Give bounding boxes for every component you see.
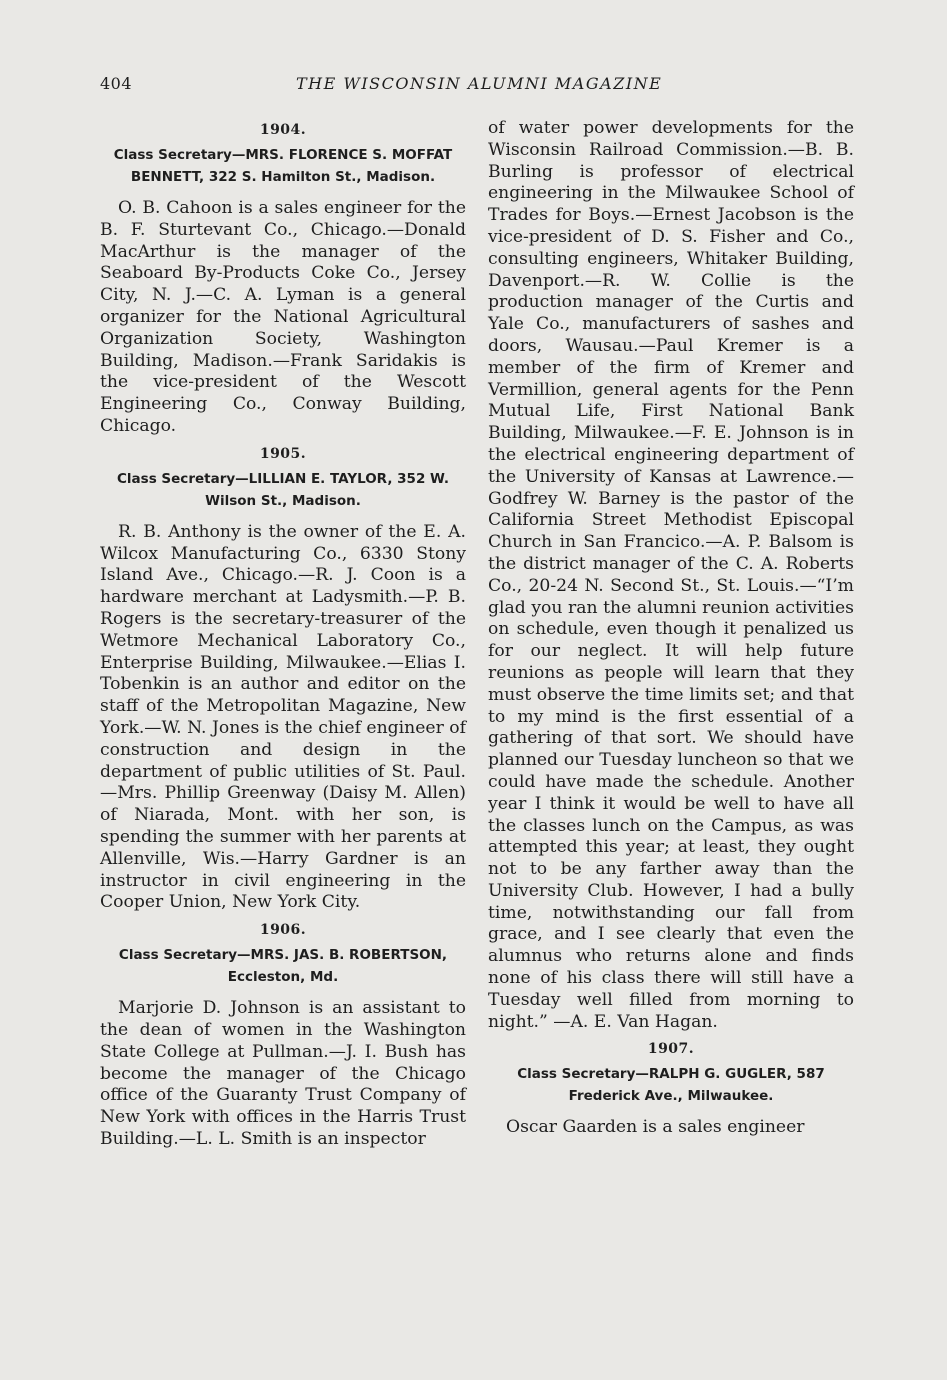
page-number: 404 <box>100 74 133 93</box>
left-column <box>100 118 466 1159</box>
class-notes-1906: Marjorie D. Johnson is an assistant to the dean of women in the Washington State College at Pullman.—J. I. Bush has become the manager of the Chicago office of the Guaranty Trust Company of New York with offices in the Harris Trust Building.—L. L. Smith is an inspector <box>100 998 466 1149</box>
class-year-1905: 1905. <box>259 445 307 462</box>
running-title: THE WISCONSIN ALUMNI MAGAZINE <box>296 74 663 93</box>
class-year-1907: 1907. <box>647 1041 695 1058</box>
class-notes-1907: Oscar Gaarden is a sales engineer <box>506 1117 805 1138</box>
class-notes-1904: O. B. Cahoon is a sales engineer for the B. F. Sturtevant Co., Chicago.—Donald MacArthur is the manager of the Seaboard By-Products Coke Co., Jersey City, N. J.—C. A. Lyman is a general organizer for the National Agricultural Organization Society, Washington Building, Madison.—Frank Saridakis is the vice-president of the Wescott Engineering Co., Conway Building, Chicago. <box>100 198 466 436</box>
class-year-1906: 1906. <box>259 922 307 939</box>
page-header <box>100 74 860 98</box>
class-secretary-1907: Class Secretary—RALPH G. GUGLER, 587 Frederick Ave., Milwaukee. <box>517 1066 825 1105</box>
class-notes-1906-continued: of water power developments for the Wisconsin Railroad Commission.—B. B. Burling is professor of electrical engineering in the Milwaukee School of Trades for Boys.—Ernest Jacobson is the vice-president of D. S. Fisher and Co., consulting engineers, Whitaker Building, Davenport.—R. W. Collie is the production manager of the Curtis and Yale Co., manufacturers of sashes and doors, Wausau.—Paul Kremer is a member of the firm of Kremer and Vermillion, general agents for the Penn Mutual Life, First National Bank Building, Milwaukee.—F. E. Johnson is in the electrical engineering department of the University of Kansas at Lawrence.—Godfrey W. Barney is the pastor of the California Street Methodist Episcopal Church in San Francico.—A. P. Balsom is the district manager of the C. A. Roberts Co., 20-24 N. Second St., St. Louis.—“I’m glad you ran the alumni reunion activities on schedule, even though it penalized us for our neglect. It will help future reunions as people will learn that they must observe the time limits set; and that to my mind is the first essential of a gathering of that sort. We should have planned our Tuesday luncheon so that we could have made the schedule. Another year I think it would be well to have all the classes lunch on the Campus, as was attempted this year; at least, they ought not to be any farther away than the University Club. However, I had a bully time, notwithstanding our fall from grace, and I see clearly that even the alumnus who returns alone and finds none of his class there will still have a Tuesday well filled from morning to night.” —A. E. Van Hagan. <box>488 118 854 1032</box>
class-year-1904: 1904. <box>259 122 307 138</box>
class-secretary-1906: Class Secretary—MRS. JAS. B. ROBERTSON, Eccleston, Md. <box>118 947 448 986</box>
right-column <box>488 118 854 1147</box>
class-secretary-1904: Class Secretary—MRS. FLORENCE S. MOFFAT BENNETT, 322 S. Hamilton St., Madison. <box>113 147 453 185</box>
class-secretary-1905: Class Secretary—LILLIAN E. TAYLOR, 352 W. Wilson St., Madison. <box>117 470 449 509</box>
class-notes-1905: R. B. Anthony is the owner of the E. A. Wilcox Manufacturing Co., 6330 Stony Island Ave., Chicago.—R. J. Coon is a hardware merchant at Ladysmith.—P. B. Rogers is the secretary-treasurer of the Wetmore Mechanical Laboratory Co., Enterprise Building, Milwaukee.—Elias I. Tobenkin is an author and editor on the staff of the Metropolitan Magazine, New York.—W. N. Jones is the chief engineer of construction and design in the department of public utilities of St. Paul.—Mrs. Phillip Greenway (Daisy M. Allen) of Niarada, Mont. with her son, is spending the summer with her parents at Allenville, Wis.—Harry Gardner is an instructor in civil engineering in the Cooper Union, New York City. <box>100 521 466 913</box>
